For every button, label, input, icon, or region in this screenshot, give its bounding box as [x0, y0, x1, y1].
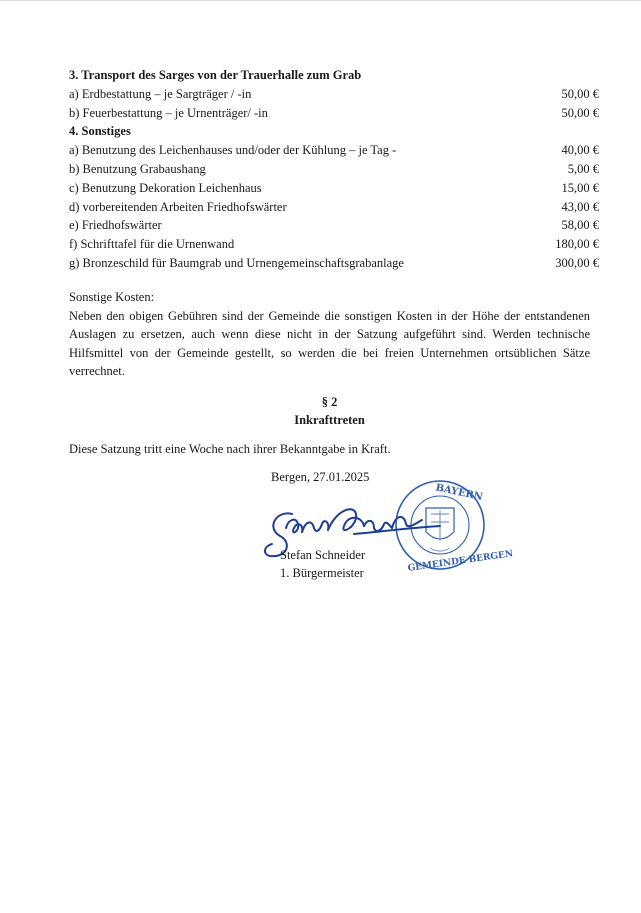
signatory-role: 1. Bürgermeister	[280, 566, 364, 580]
fee-row	[69, 160, 599, 179]
fee-amount: 50,00 €	[561, 86, 599, 101]
fee-label: f) Schrifttafel für die Urnenwand	[69, 237, 235, 252]
seal-text-top: BAYERN	[434, 482, 484, 504]
fee-row	[69, 198, 599, 217]
other-costs-text: Neben den obigen Gebühren sind der Gemeinde die sonstigen Kosten in der Höhe der entstandenen Auslagen zu ersetzen, auch wenn diese nicht in der Satzung aufgeführt sind. Werden technische Hilfsmittel von der Gemeinde gestellt, so werden die bei freien Unternehmen ortsüblichen Sätze verrechnet.	[69, 308, 590, 378]
fee-amount: 50,00 €	[561, 105, 599, 120]
place-date: Bergen, 27.01.2025	[271, 470, 370, 484]
fee-row	[69, 104, 599, 123]
other-costs-section	[69, 288, 590, 381]
fee-label: b) Feuerbestattung – je Urnenträger/ -in	[69, 105, 268, 120]
effective-clause	[69, 440, 590, 459]
fee-list	[69, 66, 599, 273]
fee-amount: 180,00 €	[555, 237, 599, 252]
fee-label: b) Benutzung Grabaushang	[69, 161, 206, 176]
section-4-heading: 4. Sonstiges	[69, 124, 131, 139]
paragraph-number: § 2	[321, 395, 338, 409]
fee-amount: 5,00 €	[567, 161, 599, 176]
fee-row	[69, 85, 599, 104]
fee-row	[69, 141, 599, 160]
fee-label: g) Bronzeschild für Baumgrab und Urnengemeinschaftsgrabanlage	[69, 255, 404, 270]
effective-clause-text: Diese Satzung tritt eine Woche nach ihrer Bekanntgabe in Kraft.	[69, 442, 391, 456]
paragraph-2-heading	[69, 393, 590, 429]
fee-label: d) vorbereitenden Arbeiten Friedhofswärter	[69, 199, 287, 214]
paragraph-title: Inkrafttreten	[294, 413, 365, 427]
signature-block	[258, 470, 514, 590]
fee-amount: 300,00 €	[555, 255, 599, 270]
seal-text-bottom: GEMEINDE BERGEN	[407, 549, 514, 574]
fee-row	[69, 235, 599, 254]
fee-amount: 15,00 €	[561, 180, 599, 195]
fee-label: c) Benutzung Dekoration Leichenhaus	[69, 180, 262, 195]
section-3-heading: 3. Transport des Sarges von der Trauerhalle zum Grab	[69, 68, 362, 82]
signatory-name: Stefan Schneider	[280, 548, 366, 562]
fee-row	[69, 179, 599, 198]
other-costs-title: Sonstige Kosten:	[69, 290, 155, 304]
fee-label: a) Erdbestattung – je Sargträger / -in	[69, 86, 252, 101]
fee-amount: 40,00 €	[561, 143, 599, 158]
fee-row	[69, 254, 599, 273]
fee-amount: 58,00 €	[561, 218, 599, 233]
page-top-edge	[0, 0, 641, 1]
fee-label: a) Benutzung des Leichenhauses und/oder der Kühlung – je Tag -	[69, 143, 397, 158]
fee-row	[69, 216, 599, 235]
fee-amount: 43,00 €	[561, 199, 599, 214]
fee-label: e) Friedhofswärter	[69, 218, 162, 233]
